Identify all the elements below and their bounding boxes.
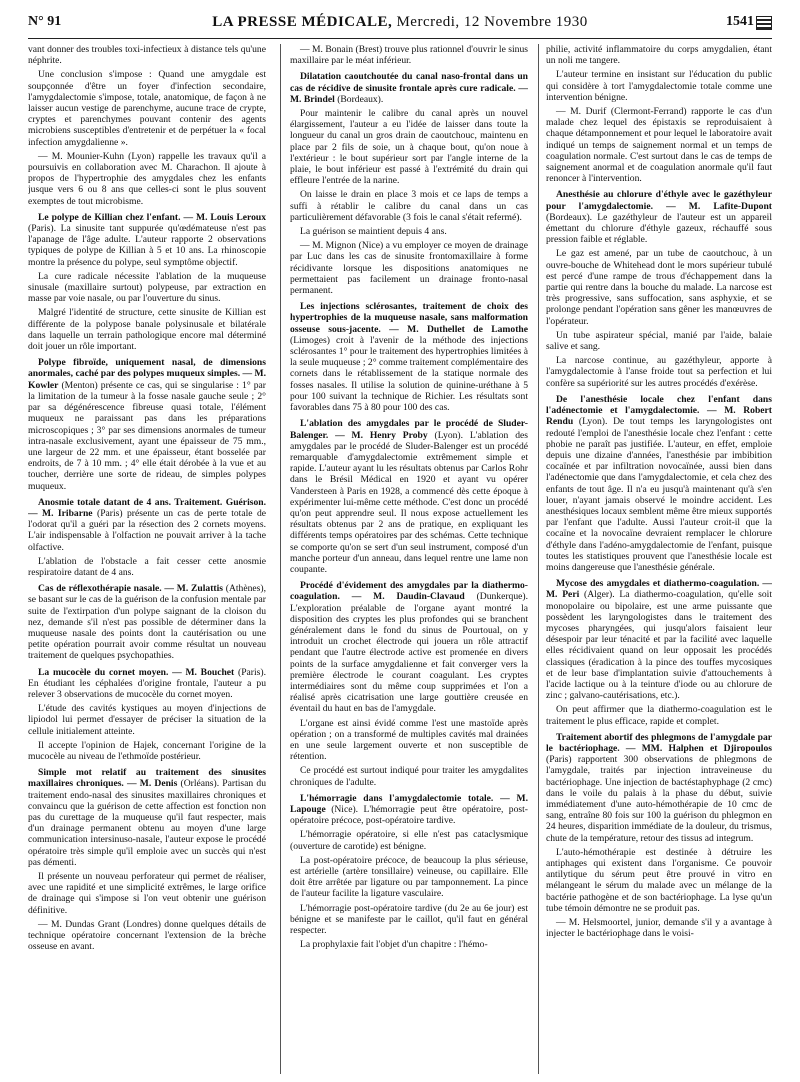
paragraph-text: (Paris) rapportent 300 observations de phlegmons de l'amygdale, traités par injection intraveineuse du bactériophage. Une injection de bactéstaphyphage (2 cmc) dans le voile du palais à la phase du début, suivie immédiatement d'une auto-hémothérapie de 10 cmc de sang, entraîne 80 fois sur 100 la guérison du phlegmon en 24 heures, disparition immédiate de la douleur, du trismus, chute de la température, retour des tissus ad integrum. xyxy=(546,754,772,844)
paragraph-text: L'hémorragie opératoire, si elle n'est pas cataclysmique (ouverture de carotide) est bénigne. xyxy=(290,829,528,852)
paragraph-text: (Limoges) croit à l'avenir de la méthode des injections sclérosantes 1° pour le traitement des hypertrophies limitées à la seule muqueuse ; 2° comme traitement complémentaire des cornets dans le rétablissement de la statique normale des fosses nasales. Il utilise la solution de quinine-uréthane à 5 pour 100 suivant la technique de Richier. Les résultats sont favorables dans 75 à 80 pour 100 des cas. xyxy=(290,334,528,414)
text-column-1 xyxy=(28,44,266,1074)
section-paragraph xyxy=(28,667,266,701)
paragraph xyxy=(546,248,772,326)
paragraph-text: (Lyon). De tout temps les laryngologistes ont redouté l'emploi de l'anesthésie locale chez l'enfant : cette phobie ne paraît pas justifiée. L'auteur, en effet, emploie depuis une dizaine d'années, l'anesthésie par imbibition cocaïnée et par infiltration novocaïnée, aussi bien dans l'adénectomie que dans l'amygdalectomie, et cela chez des enfants de tout âge. Il n'a eu jusqu'à maintenant qu'à s'en louer, n'ayant jamais observé le moindre accident. Les anesthésiques locaux semblent même être mieux supportés par l'enfant que l'adulte. Aussi l'auteur croit-il que la cocaïne et la novocaïne devraient remplacer le chlorure d'éthyle dans l'adéno-amygdalectomie de l'enfant, puisque toutes les statistiques prouvent que l'anesthésie locale est moins dangereuse que l'anesthésie générale. xyxy=(546,416,772,573)
paragraph-text: (Orléans). Partisan du traitement endo-nasal des sinusites maxillaires chroniques et convaincu que la guérison de cette affection est fonction non pas du curettage de la muqueuse qu'il faut respecter, mais d'un drainage permanent obtenu au moyen d'une large communication intersinuso-nasale, l'auteur expose le procédé opératoire très simple qu'il emploie avec un succès qui n'est pas démenti. xyxy=(28,778,266,868)
paragraph-text: vant donner des troubles toxi-infectieux à distance tels qu'une néphrite. xyxy=(28,44,266,67)
paragraph-text: La cure radicale nécessite l'ablation de la muqueuse sinusale (maxillaire surtout) polypeuse, par extraction en masse par voie nasale, ou par l'ouverture du sinus. xyxy=(28,270,266,305)
paragraph-text: On peut affirmer que la diathermo-coagulation est le traitement le plus efficace, rapide et complet. xyxy=(546,704,772,727)
section-heading: Le polype de Killian chez l'enfant. — M. Louis Leroux xyxy=(38,211,266,223)
paragraph-text: L'hémorragie post-opératoire tardive (du 2e au 6e jour) est bénigne et se manifeste par le caillot, qu'il faut en général respecter. xyxy=(290,902,528,937)
running-title xyxy=(28,14,772,31)
paragraph xyxy=(290,108,528,186)
column-divider xyxy=(280,44,281,1074)
paragraph xyxy=(546,847,772,914)
section-paragraph xyxy=(290,71,528,105)
paragraph-text: (Paris). La sinusite tant suppurée qu'œdémateuse n'est pas l'apanage de l'âge adulte. L'auteur rapporte 2 observations typiques de polype de Killian à 5 et 10 ans. La rhinoscopie montre la présence du polype, seul symptôme objectif. xyxy=(28,223,266,268)
paragraph xyxy=(28,740,266,762)
section-paragraph xyxy=(290,580,528,714)
section-paragraph xyxy=(28,497,266,553)
section-heading: La mucocèle du cornet moyen. — M. Bouchet xyxy=(38,666,235,678)
journal-emblem-icon xyxy=(756,16,772,30)
paragraph-text: Malgré l'identité de structure, cette sinusite de Killian est différente de la polypose banale polysinusale et bilatérale dans laquelle un terrain pathologique encore mal déterminé doit jouer un rôle important. xyxy=(28,307,266,353)
paragraph-text: Une conclusion s'impose : Quand une amygdale est soupçonnée d'être un foyer d'infection secondaire, l'amygdalectomie s'impose, totale, anatomique, de façon à ne laisser aucun vestige de parenchyme, aucune trace de crypte, cryptes et parenchymes pouvant contenir des agents microbiens susceptibles d'entretenir et de perpétuer la « focal infection amygdalienne ». xyxy=(28,69,266,148)
section-heading: Anosmie totale datant de 4 ans. Traitement. Guérison. — M. Iribarne xyxy=(28,496,266,519)
header-rule xyxy=(28,38,772,39)
paragraph-text: La post-opératoire précoce, de beaucoup la plus sérieuse, est artérielle (artère tonsillaire) veineuse, ou capillaire. Elle doit être arrêtée par ligature ou par tamponnement. La pince de l'auteur facilite la ligature vasculaire. xyxy=(290,854,528,900)
section-paragraph xyxy=(28,767,266,868)
paragraph-text: L'organe est ainsi évidé comme l'est une mastoïde après opération ; on a transformé de multiples cavités mal drainées en une seule largement ouverte et non susceptible de rétention. xyxy=(290,717,528,763)
paragraph xyxy=(28,556,266,578)
paragraph xyxy=(546,106,772,184)
paragraph-text: Il accepte l'opinion de Hajek, concernant l'origine de la mucocèle au niveau de l'ethmoïde postérieur. xyxy=(28,739,266,762)
paragraph-text: (Dunkerque). L'exploration préalable de l'organe ayant montré la disposition des cryptes les plus profondes qui se branchent généralement dans le fond du sinus de Pourtoual, on y introduit un crochet électrode qui jouera un rôle attractif pendant que l'autre électrode active est promenée en divers points de la surface amygdalienne et fait converger vers la première électrode le courant coagulant. Les cryptes intermédiaires sont du même coup supprimées et l'on a réalisé après cicatrisation une large gouttière creusée en éventail du haut en bas de l'amygdale. xyxy=(290,591,528,715)
section-heading: Traitement abortif des phlegmons de l'amygdale par le bactériophage. — MM. Halphen et Djiropoulos xyxy=(546,731,772,754)
paragraph xyxy=(546,704,772,726)
section-paragraph xyxy=(290,418,528,575)
paragraph-text: (Lyon). L'ablation des amygdales par le procédé de Sluder-Balenger est un procédé remarquable d'amygdalectomie extrêmement simple et rapide. L'auteur ayant lu les résultats obtenus par Carlos Rohr dans le Brésil Médical en 1920 et ayant vu opérer Vandersteen à Paris en 1928, a commencé dès cette époque à expérimenter lui-même cette méthode. C'est donc un procédé qu'on peut apprendre seul. Il nous expose actuellement les résultats obtenus par 2 ans de pratique, en expliquant les différents temps opératoires par des schémas. Cette technique se comporte qu'on se sert d'un seul instrument, composé d'un manche porteur d'un anneau, dans lequel rentre une lame non coupante. xyxy=(290,429,528,575)
paragraph xyxy=(546,330,772,352)
paragraph xyxy=(290,240,528,296)
journal-name: LA PRESSE MÉDICALE, xyxy=(212,14,393,30)
issue-date: Mercredi, 12 Novembre 1930 xyxy=(396,14,588,30)
issue-number: N° 91 xyxy=(28,14,62,29)
paragraph-text: philie, activité inflammatoire du corps amygdalien, étant un noli me tangere. xyxy=(546,44,772,67)
paragraph-text: La guérison se maintient depuis 4 ans. xyxy=(300,226,447,238)
column-divider xyxy=(538,44,539,1074)
section-paragraph xyxy=(28,357,266,491)
paragraph-text: — M. Mounier-Kuhn (Lyon) rappelle les travaux qu'il a poursuivis en collaboration avec M. Charachon. Il ajoute à propos de l'hypertrophie des amygdales chez les enfants jusque vers 6 ou 8 ans que celles-ci sont le plus souvent exemptes de tout microbisme. xyxy=(28,150,266,207)
paragraph-text: L'auteur termine en insistant sur l'éducation du public qui considère à tort l'amygdalectomie totale comme une intervention bénigne. xyxy=(546,69,772,103)
paragraph-text: (Paris). En étudiant les céphalées d'origine frontale, l'auteur a pu relever 3 observations de mucocèle du cornet moyen. xyxy=(28,666,266,700)
section-paragraph xyxy=(546,189,772,245)
paragraph xyxy=(28,151,266,207)
section-heading: Polype fibroïde, uniquement nasal, de dimensions anormales, caché par des polypes muqueux simples. — M. Kowler xyxy=(28,357,266,391)
paragraph-text: (Alger). La diathermo-coagulation, qu'elle soit monopolaire ou bipolaire, est une arme puissante que possèdent les laryngologistes dans le traitement des mycoses pharyngées, qui jusqu'alors faisaient leur désespoir par leur ténacité et par la facilité avec laquelle elles récidivaient quand on leur opposait les procédés classiques (éradication à la pince des touffes mycosiques et de leur base d'implantation suivie d'attouchements à l'acide lactique ou à la teinture d'iode ou au chlorure de zinc ; galvano-cautérisations, etc.). xyxy=(546,589,772,702)
paragraph-text: Pour maintenir le calibre du canal après un nouvel élargissement, l'auteur a eu l'idée de laisser dans toute la longueur du canal un gros drain de caoutchouc, maintenu en place par 2 fils de soie, un à chaque bout, qu'on noue à l'extérieur : le bout supérieur sort par l'angle interne de la plaie, le bout inférieur est passé à l'extrémité du drain qui effleure l'entrée de la narine. xyxy=(290,108,528,187)
paragraph-text: Il présente un nouveau perforateur qui permet de réaliser, avec une rapidité et une simplicité extrêmes, le large orifice de drainage qui s'impose si l'on veut obtenir une guérison définitive. xyxy=(28,871,266,916)
paragraph-text: Le gaz est amené, par un tube de caoutchouc, à un ouvre-bouche de Whitehead dont le mors supérieur tubulé est percé d'une rampe de trous d'échappement dans la partie qui rentre dans la bouche du malade. La narcose est très progressive, sans suffocation, sans asphyxie, et se prolonge pendant l'opération sans gêner les manœuvres de l'opérateur. xyxy=(546,248,772,327)
paragraph xyxy=(290,939,528,950)
paragraph xyxy=(546,44,772,66)
paragraph xyxy=(290,226,528,237)
section-paragraph xyxy=(546,732,772,844)
section-heading: Les injections sclérosantes, traitement de choix des hypertrophies de la muqueuse nasale, sans malformation osseuse sous-jacente. — M. Duthellet de Lamothe xyxy=(290,301,528,335)
paragraph xyxy=(290,44,528,66)
paragraph-text: (Menton) présente ce cas, qui se singularise : 1° par la limitation de la tumeur à la fosse nasale gauche seule ; 2° par sa dégénérescence fibreuse quasi totale, l'élément muqueux ne paraissant pas dans les préparations microscopiques ; 3° par ses dimensions anormales de tumeur intra-nasale exclusivement, ayant une épaisseur de 75 mm., une largeur de 22 mm. et une épaisseur, étant bosselée par endroits, de 7 à 10 mm. ; 4° elle était dérobée à la vue et au toucher, derrière une sorte de rideau, de simples polypes muqueux. xyxy=(28,379,266,492)
paragraph-text: (Bordeaux). Le gazéthyleur de l'auteur est un appareil émettant du chlorure d'éthyle gazeux, réchauffé sous pression faible et réglable. xyxy=(546,211,772,246)
paragraph-text: — M. Durif (Clermont-Ferrand) rapporte le cas d'un malade chez lequel des épistaxis se reproduisaient à chaque détamponnement et pour lequel le laboratoire avait indiqué un temps de saignement normal et un temps de coagulation normale. C'est surtout dans le cas de temps de saignement anormal et de coagulation anormale qu'il faut renoncer à l'intervention. xyxy=(546,106,772,185)
paragraph xyxy=(28,307,266,352)
paragraph xyxy=(28,271,266,305)
paragraph xyxy=(290,829,528,851)
paragraph-text: Ce procédé est surtout indiqué pour traiter les amygdalites chroniques de l'adulte. xyxy=(290,765,528,788)
paragraph-text: (Nice). L'hémorragie peut être opératoire, post-opératoire précoce, post-opératoire tardive. xyxy=(290,804,528,827)
text-column-2 xyxy=(290,44,528,1074)
paragraph xyxy=(28,919,266,953)
paragraph-text: — M. Mignon (Nice) a vu employer ce moyen de drainage par Luc dans les cas de sinusite frontomaxillaire à forme récidivante lorsque les dispositions anatomiques ne permettaient pas facilement un drainage fronto-nasal permanent. xyxy=(290,240,528,297)
section-paragraph xyxy=(546,578,772,701)
paragraph xyxy=(546,917,772,939)
section-heading: Mycose des amygdales et diathermo-coagulation. — M. Peri xyxy=(546,578,772,601)
section-heading: Procédé d'évidement des amygdales par la diathermo-coagulation. — M. Daudin-Clavaud xyxy=(290,580,528,603)
paragraph xyxy=(28,703,266,737)
paragraph xyxy=(290,855,528,900)
paragraph xyxy=(290,718,528,763)
paragraph xyxy=(290,903,528,937)
text-column-3 xyxy=(546,44,772,1074)
section-paragraph xyxy=(290,793,528,827)
paragraph-text: (Athènes), se basant sur le cas de la guérison de la confusion mentale par suite de l'extirpation d'un polype saignant de la cloison du nez, demande s'il n'est pas possible de déterminer dans la muqueuse nasale des points dont la cautérisation ou une petite opération pourrait avoir comme résultat un nouveau traitement de quelques psychopathies. xyxy=(28,583,266,662)
page-number: 1541 xyxy=(726,14,754,29)
section-heading: L'hémorragie dans l'amygdalectomie totale. — M. Lapouge xyxy=(290,792,528,815)
section-heading: L'ablation des amygdales par le procédé de Sluder-Balenger. — M. Henry Proby xyxy=(290,418,528,441)
paragraph xyxy=(546,69,772,103)
paragraph xyxy=(290,189,528,223)
paragraph-text: On laisse le drain en place 3 mois et ce laps de temps a suffi à rétablir le calibre du canal dans un cas particulièrement défavorable (3 fois le canal s'était refermé). xyxy=(290,189,528,223)
paragraph-text: — M. Helsmoortel, junior, demande s'il y a avantage à injecter le bactériophage dans le voisi- xyxy=(546,917,772,940)
paragraph-text: — M. Dundas Grant (Londres) donne quelques détails de technique opératoire concernant l'extension de la brèche osseuse en avant. xyxy=(28,918,266,953)
paragraph-text: L'étude des cavités kystiques au moyen d'injections de lipiodol lui permet d'essayer de préciser la situation de la cellule initialement atteinte. xyxy=(28,703,266,737)
paragraph-text: La narcose continue, au gazéthyleur, apporte à l'amygdalectomie à l'anse froide tout sa perfection et lui confère sa supériorité sur les autres procédés d'exérèse. xyxy=(546,355,772,389)
paragraph-text: — M. Bonain (Brest) trouve plus rationnel d'ouvrir le sinus maxillaire par le méat inférieur. xyxy=(290,44,528,67)
paragraph-text: L'auto-hémothérapie est destinée à détruire les antiphages qui existent dans l'organisme. Ce pouvoir antilytique du sérum peut être prouvé in vitro en mélangeant le sérum du malade avec un mélange de la bactérie pathogène et de son bactériophage. La lyse qu'un tube témoin démontre ne se produit pas. xyxy=(546,846,772,914)
paragraph xyxy=(28,871,266,916)
paragraph-text: (Paris) présente un cas de perte totale de l'odorat qu'il a guéri par la résection des 2 cornets moyens. L'air indispensable à l'olfaction ne pouvait arriver à la tache olfactive. xyxy=(28,507,266,553)
paragraph-text: Un tube aspirateur spécial, manié par l'aide, balaie salive et sang. xyxy=(546,329,772,353)
paragraph-text: (Bordeaux). xyxy=(337,93,384,105)
paragraph xyxy=(546,355,772,389)
section-paragraph xyxy=(28,583,266,661)
section-paragraph xyxy=(28,212,266,268)
section-paragraph xyxy=(546,394,772,573)
section-heading: Simple mot relatif au traitement des sinusites maxillaires chroniques. — M. Denis xyxy=(28,767,266,790)
paragraph-text: La prophylaxie fait l'objet d'un chapitre : l'hémo- xyxy=(300,939,488,951)
section-heading: Anesthésie au chlorure d'éthyle avec le gazéthyleur pour l'amygdalectomie. — M. Lafite-Dupont xyxy=(546,189,772,212)
paragraph xyxy=(290,765,528,787)
page-header xyxy=(28,14,772,36)
section-heading: Dilatation caoutchoutée du canal naso-frontal dans un cas de récidive de sinusite frontale après cure radicale. — M. Brindel xyxy=(290,71,528,105)
paragraph-text: L'ablation de l'obstacle a fait cesser cette anosmie respiratoire datant de 4 ans. xyxy=(28,555,266,578)
paragraph xyxy=(28,69,266,147)
section-heading: De l'anesthésie locale chez l'enfant dans l'adénectomie et l'amygdalectomie. — M. Robert Rendu xyxy=(546,393,772,428)
section-paragraph xyxy=(290,301,528,413)
paragraph xyxy=(28,44,266,66)
section-heading: Cas de réflexothérapie nasale. — M. Zulattis xyxy=(38,583,223,595)
